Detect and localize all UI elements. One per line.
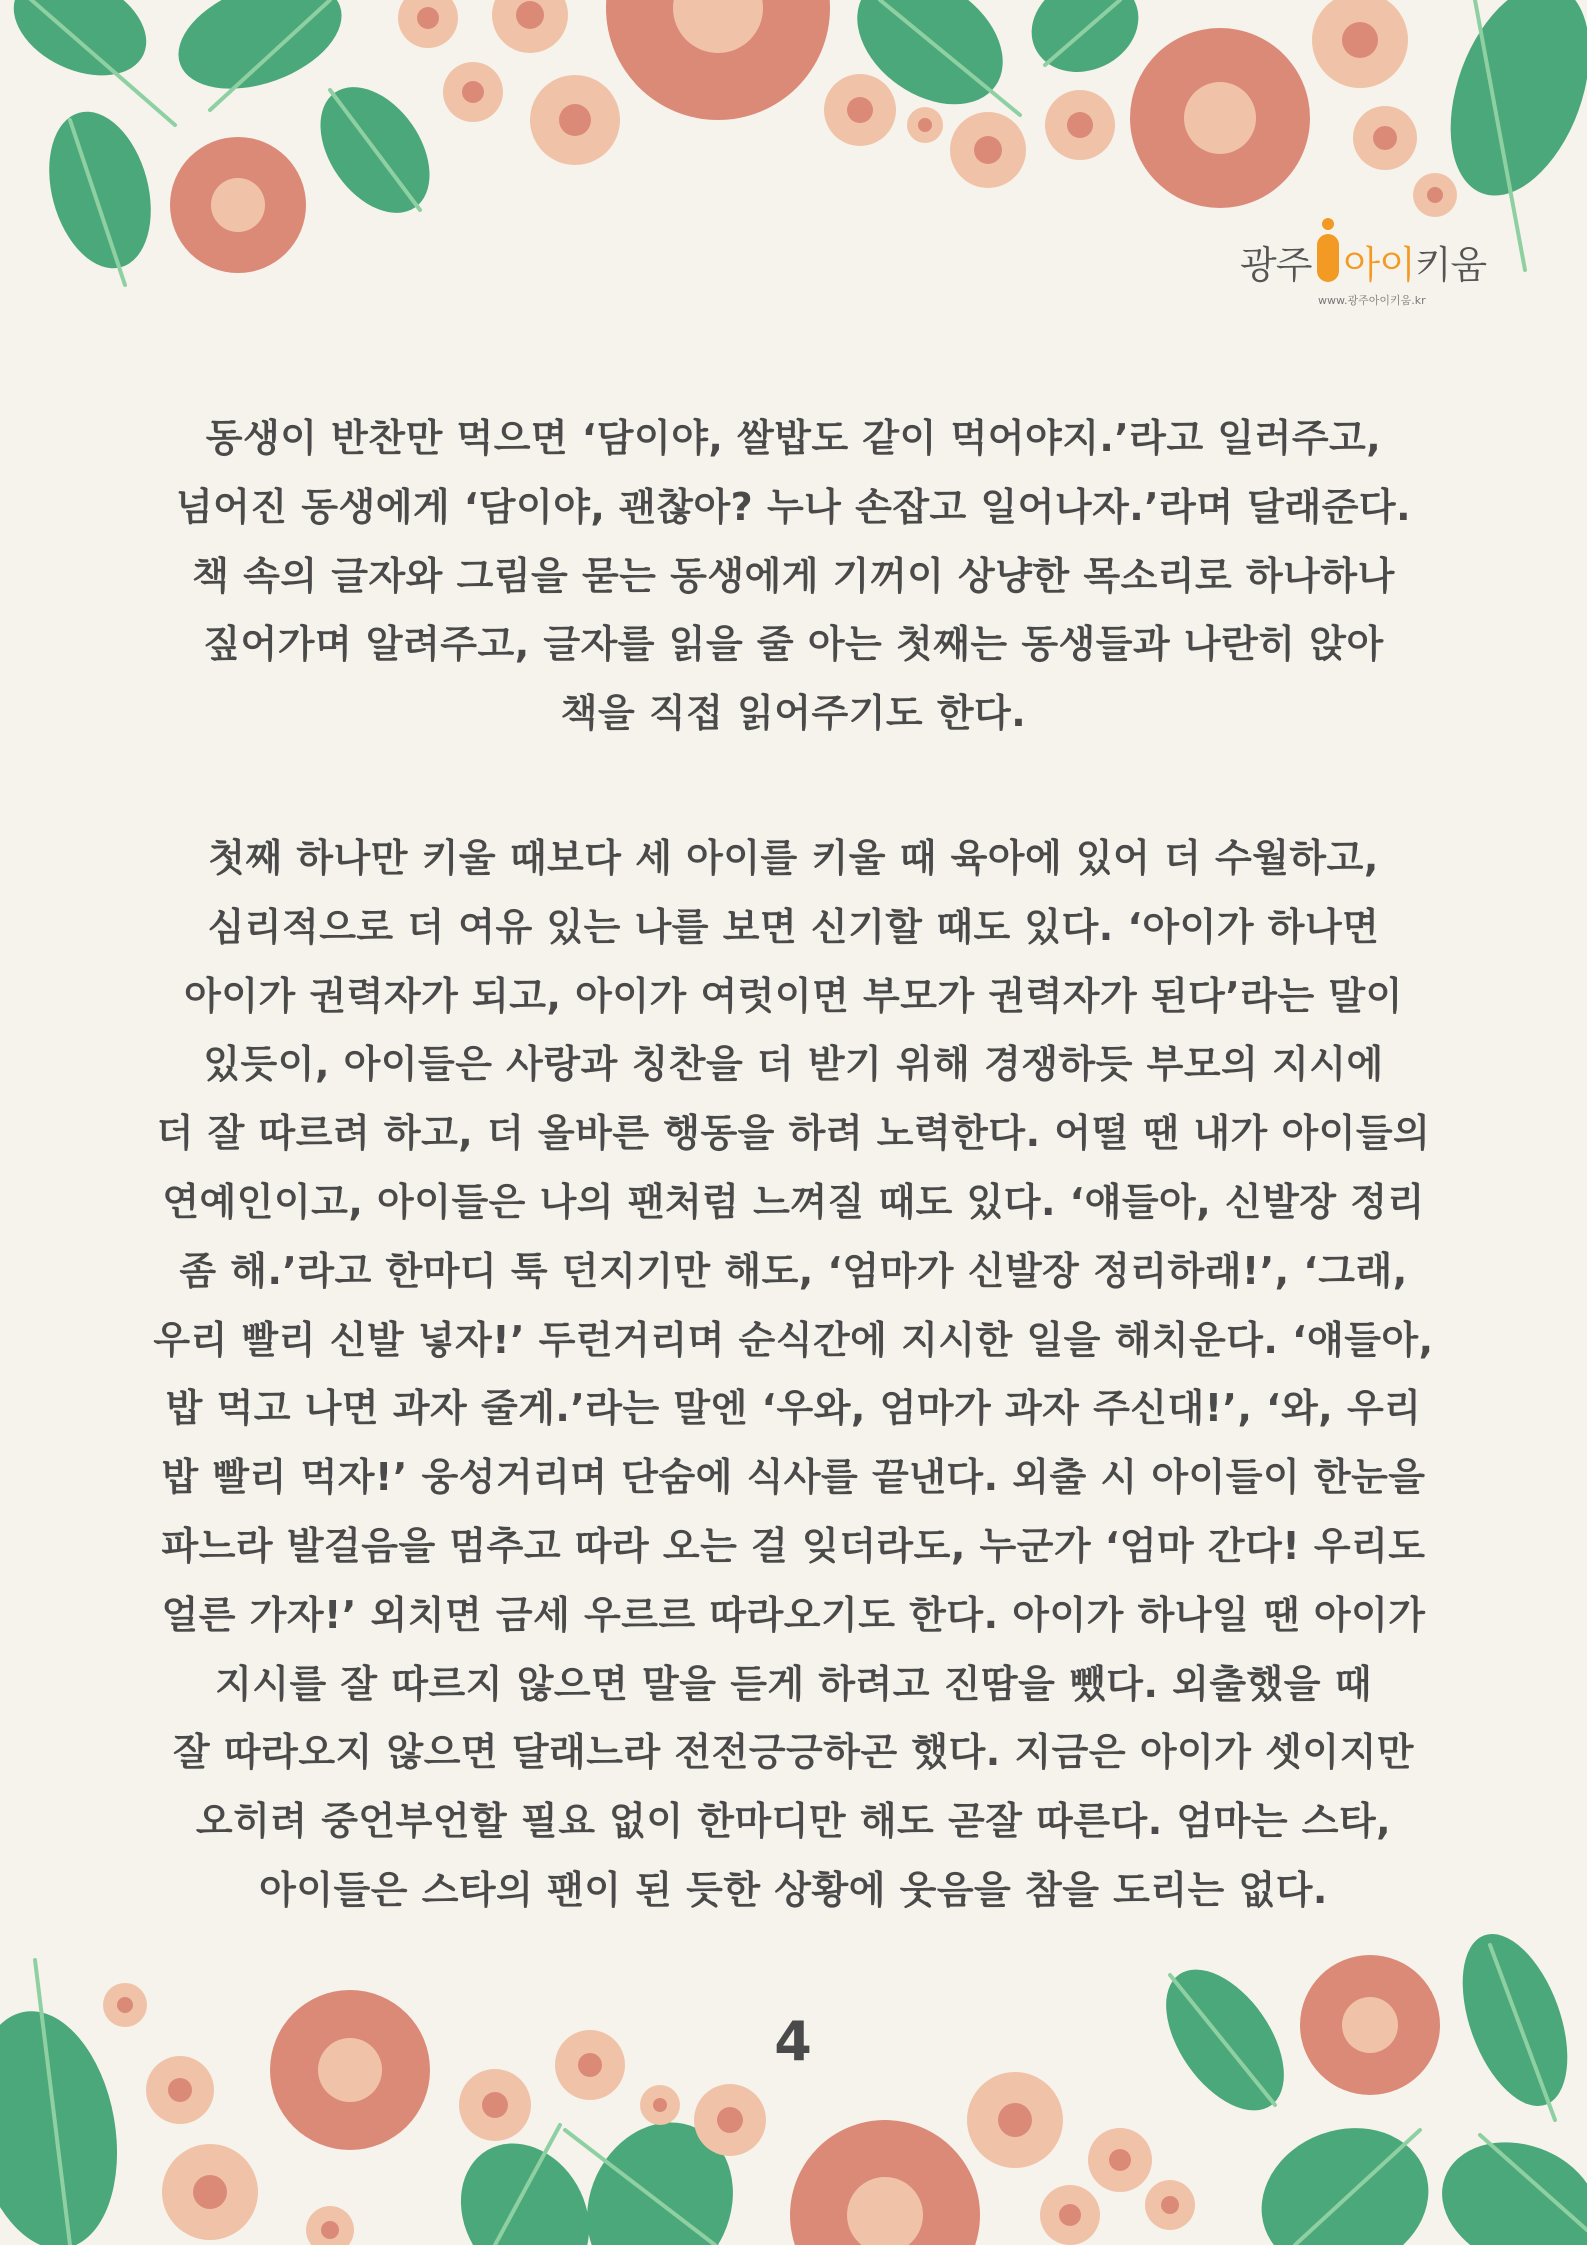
text-line: 아이가 권력자가 되고, 아이가 여럿이면 부모가 권력자가 된다’라는 말이: [184, 973, 1403, 1018]
text-line: 책을 직접 읽어주기도 한다.: [560, 691, 1027, 736]
logo: [1240, 212, 1510, 322]
flower-large-bottom-left: [270, 1990, 430, 2150]
logo-i-icon: [1317, 218, 1339, 284]
text-line: 오히려 중언부언할 필요 없이 한마디만 해도 곧잘 따른다. 엄마는 스타,: [195, 1799, 1392, 1844]
text-line: 파느라 발걸음을 멈추고 따라 오는 걸 잊더라도, 누군가 ‘엄마 간다! 우리도: [161, 1523, 1426, 1568]
text-line: 첫째 하나만 키울 때보다 세 아이를 키울 때 육아에 있어 더 수월하고,: [208, 836, 1379, 880]
text-line: 책 속의 글자와 그림을 묻는 동생에게 기꺼이 상냥한 목소리로 하나하나: [192, 553, 1395, 598]
text-line: 심리적으로 더 여유 있는 나를 보면 신기할 때도 있다. ‘아이가 하나면: [207, 904, 1380, 949]
floral-border-bottom: [0, 1930, 1587, 2245]
logo-url: www.광주아이키움.kr: [1318, 294, 1426, 307]
flower-medium-bottom-right: [1300, 1955, 1440, 2095]
text-line: 연예인이고, 아이들은 나의 팬처럼 느껴질 때도 있다. ‘얘들아, 신발장 정리: [162, 1179, 1425, 1224]
paragraph-1: [60, 404, 1527, 748]
text-line: 지시를 잘 따르지 않으면 말을 듣게 하려고 진땀을 뺐다. 외출했을 때: [215, 1661, 1372, 1706]
text-line: 좀 해.’라고 한마디 툭 던지기만 해도, ‘엄마가 신발장 정리하래!’, ‘그래,: [179, 1248, 1408, 1293]
text-line: 넘어진 동생에게 ‘담이야, 괜찮아? 누나 손잡고 일어나자.’라며 달래준다.: [175, 484, 1412, 529]
text-line: 있듯이, 아이들은 사랑과 칭찬을 더 받기 위해 경쟁하듯 부모의 지시에: [203, 1042, 1384, 1087]
text-line: 아이들은 스타의 팬이 된 듯한 상황에 웃음을 참을 도리는 없다.: [259, 1867, 1328, 1912]
flower-medium-top-left: [170, 137, 306, 273]
logo-text-region: 광주: [1240, 243, 1312, 287]
paragraph-2: [60, 824, 1527, 1925]
text-line: 밥 먹고 나면 과자 줄게.’라는 말엔 ‘우와, 엄마가 과자 주신대!’, ‘와, 우리: [165, 1386, 1422, 1431]
page-number: 4: [774, 2010, 812, 2073]
flower-large-bottom-center: [790, 2120, 980, 2245]
text-line: 얼른 가자!’ 외치면 금세 우르르 따라오기도 한다. 아이가 하나일 땐 아이가: [161, 1592, 1426, 1637]
flower-large-top-center: [606, 0, 830, 120]
text-line: 잘 따라오지 않으면 달래느라 전전긍긍하곤 했다. 지금은 아이가 셋이지만: [172, 1730, 1414, 1775]
text-line: 짚어가며 알려주고, 글자를 읽을 줄 아는 첫째는 동생들과 나란히 앉아: [203, 622, 1384, 667]
text-line: 밥 빨리 먹자!’ 웅성거리며 단숨에 식사를 끝낸다. 외출 시 아이들이 한눈을: [161, 1455, 1426, 1500]
logo-text-child: 아이: [1343, 243, 1415, 287]
text-line: 동생이 반찬만 먹으면 ‘담이야, 쌀밥도 같이 먹어야지.’라고 일러주고,: [205, 416, 1382, 460]
logo-text-grow: 키움: [1414, 243, 1487, 287]
text-line: 더 잘 따르려 하고, 더 올바른 행동을 하려 노력한다. 어떨 땐 내가 아이들의: [156, 1111, 1431, 1156]
text-line: 우리 빨리 신발 넣자!’ 두런거리며 순식간에 지시한 일을 해치운다. ‘얘들아,: [153, 1317, 1434, 1362]
flower-large-top-right: [1130, 28, 1310, 208]
